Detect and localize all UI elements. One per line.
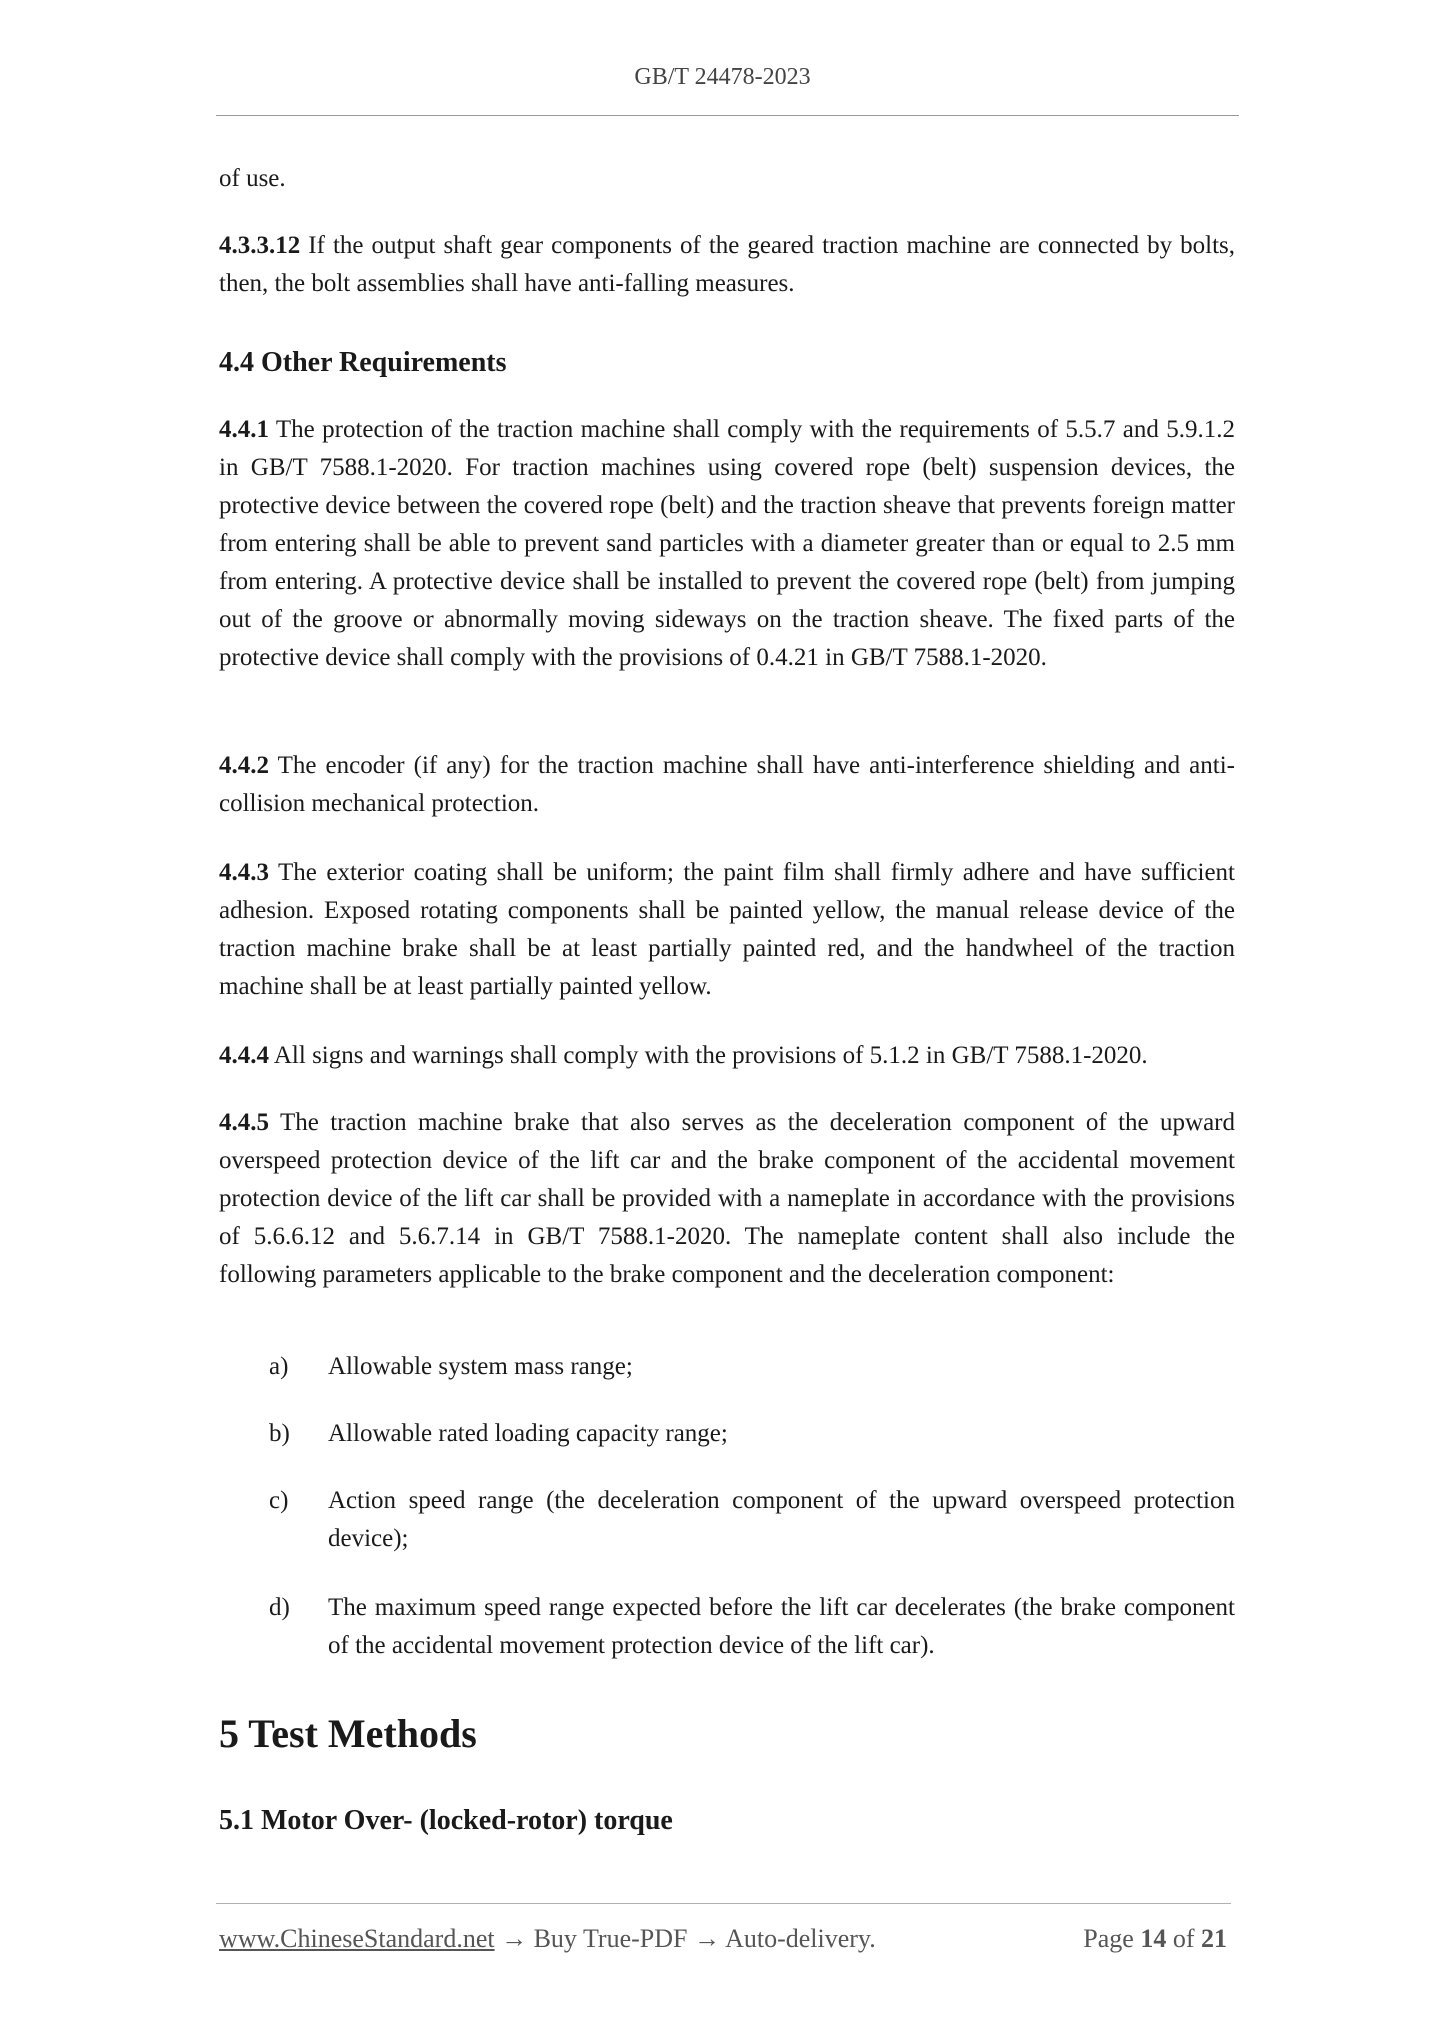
clause-text: The exterior coating shall be uniform; the paint film shall firmly adhere and have sufficient adhesion. Exposed rotating components shall be painted yellow, the manual release device of the traction machine brake shall be at least partially painted red, and the handwheel of the traction machine shall be at least partially painted yellow. [219, 859, 1235, 1000]
paragraph: of use. [219, 165, 286, 192]
section-heading-4-4: 4.4 Other Requirements [219, 347, 507, 378]
clause-4-4-1 [219, 411, 1235, 677]
list-marker: c) [269, 1487, 289, 1514]
clause-4-3-3-12 [219, 227, 1235, 303]
list-text: Allowable rated loading capacity range; [328, 1420, 728, 1447]
list-text: The maximum speed range expected before the lift car decelerates (the brake component of the accidental movement protection device of the lift car). [328, 1594, 1235, 1659]
clause-4-4-2 [219, 747, 1235, 823]
footer-promo [219, 1924, 876, 1954]
auto-delivery-text: Auto-delivery. [725, 1924, 876, 1953]
website-link[interactable]: www.ChineseStandard.net [219, 1924, 495, 1953]
list-marker: a) [269, 1353, 289, 1380]
list-text: Allowable system mass range; [328, 1353, 633, 1380]
clause-number: 4.4.3 [219, 859, 269, 886]
clause-number: 4.3.3.12 [219, 232, 301, 259]
of-label: of [1172, 1924, 1195, 1953]
clause-4-4-4 [219, 1037, 1235, 1075]
list-item [219, 1415, 1235, 1453]
list-text: Action speed range (the deceleration component of the upward overspeed protection device); [328, 1487, 1235, 1552]
section-heading-5: 5 Test Methods [219, 1711, 477, 1756]
clause-4-4-5 [219, 1104, 1235, 1294]
list-marker: d) [269, 1594, 290, 1621]
section-heading-5-1: 5.1 Motor Over- (locked-rotor) torque [219, 1805, 673, 1836]
clause-number: 4.4.1 [219, 416, 269, 443]
footer-divider [216, 1903, 1231, 1904]
list-item [219, 1589, 1235, 1665]
list-item [219, 1348, 1235, 1386]
header-divider [216, 115, 1239, 116]
list-marker: b) [269, 1420, 290, 1447]
page-header-title: GB/T 24478-2023 [634, 64, 811, 90]
page-current: 14 [1140, 1924, 1167, 1953]
clause-text: If the output shaft gear components of the geared traction machine are connected by bolts, then, the bolt assemblies shall have anti-falling measures. [219, 232, 1235, 297]
clause-text: All signs and warnings shall comply with the provisions of 5.1.2 in GB/T 7588.1-2020. [269, 1042, 1148, 1069]
buy-text: Buy True-PDF [533, 1924, 688, 1953]
clause-text: The protection of the traction machine shall comply with the requirements of 5.5.7 and 5.9.1.2 in GB/T 7588.1-2020. For traction machines using covered rope (belt) suspension devices, the protective device between the covered rope (belt) and the traction sheave that prevents foreign matter from entering shall be able to prevent sand particles with a diameter greater than or equal to 2.5 mm from entering. A protective device shall be installed to prevent the covered rope (belt) from jumping out of the groove or abnormally moving sideways on the traction sheave. The fixed parts of the protective device shall comply with the provisions of 0.4.21 in GB/T 7588.1-2020. [219, 416, 1235, 671]
arrow-icon: → [694, 1924, 720, 1953]
list-item [219, 1482, 1235, 1558]
page-label: Page [1083, 1924, 1134, 1953]
page-total: 21 [1201, 1924, 1227, 1953]
clause-number: 4.4.4 [219, 1042, 269, 1069]
page-number [1083, 1924, 1227, 1954]
clause-4-4-3 [219, 854, 1235, 1006]
clause-text: The encoder (if any) for the traction machine shall have anti-interference shielding and anti-collision mechanical protection. [219, 752, 1235, 817]
clause-number: 4.4.2 [219, 752, 269, 779]
clause-text: The traction machine brake that also serves as the deceleration component of the upward overspeed protection device of the lift car and the brake component of the accidental movement protection device of the lift car shall be provided with a nameplate in accordance with the provisions of 5.6.6.12 and 5.6.7.14 in GB/T 7588.1-2020. The nameplate content shall also include the following parameters applicable to the brake component and the deceleration component: [219, 1109, 1235, 1288]
clause-number: 4.4.5 [219, 1109, 269, 1136]
arrow-icon: → [501, 1924, 528, 1953]
